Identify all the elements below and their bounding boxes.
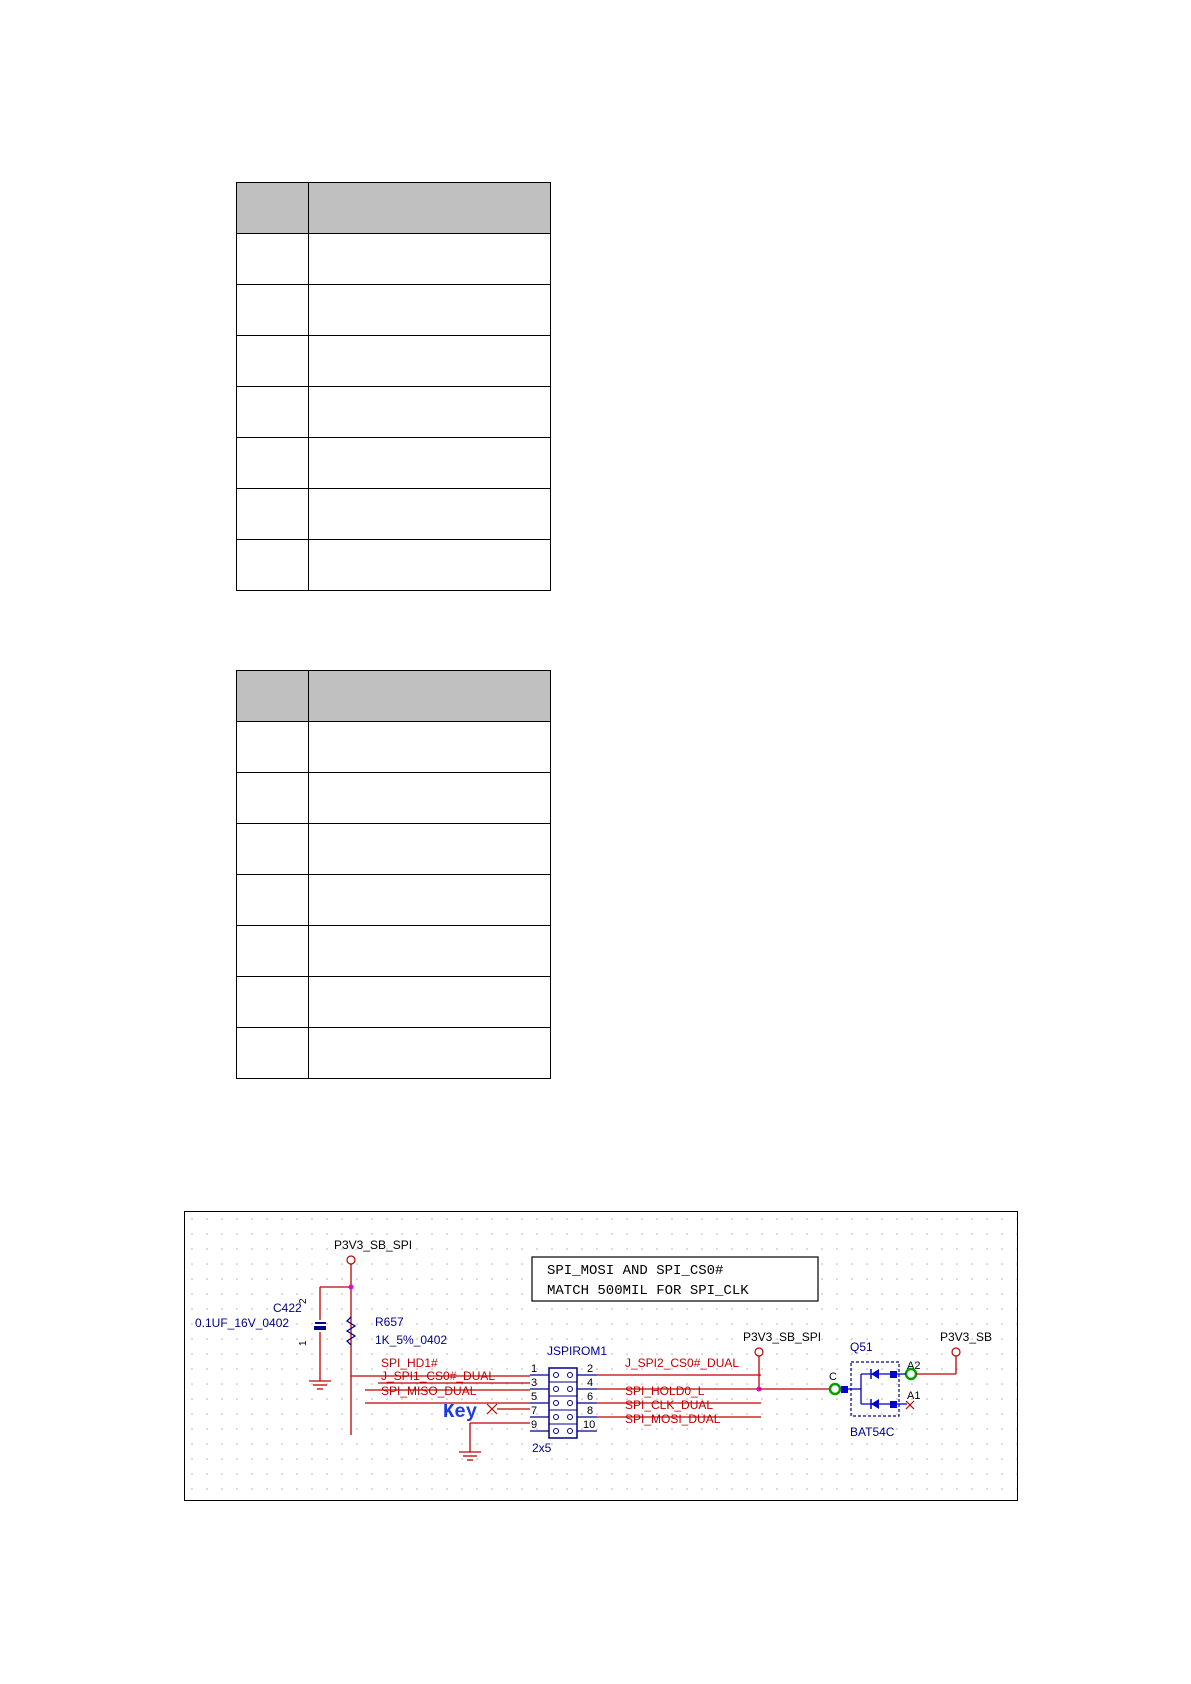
table-cell [309,336,551,387]
table-row [237,1028,551,1079]
table-cell [309,438,551,489]
table-row [237,387,551,438]
table-row [237,977,551,1028]
pin-number: 4 [587,1377,594,1389]
junction-dot [349,1285,354,1290]
table-cell [309,926,551,977]
table-cell [237,722,309,773]
power-label-right: P3V3_SB [940,1330,993,1344]
pin-number: 6 [587,1391,594,1403]
table-cell [237,1028,309,1079]
net-label-left: SPI_HD1# [381,1356,438,1370]
header-cell [237,183,309,234]
cap-pin-2: 2 [298,1298,309,1304]
spi-rom-schematic [184,1211,1018,1501]
table-cell [309,875,551,926]
table-cell [237,540,309,591]
pin-number: 3 [531,1377,538,1389]
conn-type: 2x5 [532,1441,552,1455]
table-row [237,234,551,285]
table-cell [237,285,309,336]
net-label-left: J_SPI1_CS0#_DUAL [381,1369,496,1383]
table-cell [309,722,551,773]
note-line-2: MATCH 500MIL FOR SPI_CLK [547,1283,749,1299]
table-cell [237,875,309,926]
table-cell [309,234,551,285]
table-row [237,875,551,926]
table-row [237,722,551,773]
table-cell [237,438,309,489]
table-cell [237,926,309,977]
table-cell [309,824,551,875]
power-label-left: P3V3_SB_SPI [334,1238,413,1252]
res-ref: R657 [375,1315,404,1329]
cap-pin-1: 1 [298,1340,309,1346]
table-header-row [237,671,551,722]
cap-ref: C422 [273,1301,302,1315]
pin-number: 10 [583,1419,596,1431]
net-label-right: SPI_CLK_DUAL [625,1398,714,1412]
net-label-right: SPI_MOSI_DUAL [625,1412,721,1426]
match-note [532,1257,818,1301]
pin-number: 8 [587,1405,594,1417]
pin-table-1 [236,182,551,591]
pin-number: 9 [531,1419,538,1431]
key-label: Key [443,1401,478,1423]
table-cell [309,387,551,438]
table-cell [309,540,551,591]
net-label-right: J_SPI2_CS0#_DUAL [625,1356,740,1370]
cap-value: 0.1UF_16V_0402 [195,1316,290,1330]
pin-a2-label: A2 [907,1360,921,1372]
table-row [237,773,551,824]
pin-number: 5 [531,1391,538,1403]
table-cell [237,977,309,1028]
net-label-left: SPI_MISO_DUAL [381,1384,477,1398]
power-label-mid: P3V3_SB_SPI [743,1330,822,1344]
header-cell [309,183,551,234]
table-row [237,824,551,875]
table-cell [309,489,551,540]
header-cell [309,671,551,722]
table-header-row [237,183,551,234]
table-cell [237,336,309,387]
res-value: 1K_5%_0402 [375,1333,448,1347]
table-cell [237,824,309,875]
pin-table-2 [236,670,551,1079]
table-cell [237,234,309,285]
table-row [237,926,551,977]
note-line-1: SPI_MOSI AND SPI_CS0# [547,1263,724,1279]
pin-number: 2 [587,1363,594,1375]
table-cell [237,387,309,438]
table-cell [237,773,309,824]
diode-part: BAT54C [850,1425,895,1439]
table-cell [309,285,551,336]
pin-c-label: C [829,1371,837,1383]
header-cell [237,671,309,722]
pin-a1-label: A1 [907,1390,921,1402]
pin-number: 7 [531,1405,538,1417]
conn-ref: JSPIROM1 [547,1344,608,1358]
diode-ref: Q51 [850,1340,873,1354]
pin-number: 1 [531,1363,538,1375]
table-cell [309,977,551,1028]
table-row [237,438,551,489]
table-cell [309,773,551,824]
table-cell [237,489,309,540]
table-cell [309,1028,551,1079]
net-label-right: SPI_HOLD0_L [625,1384,705,1398]
table-row [237,285,551,336]
table-row [237,336,551,387]
table-row [237,489,551,540]
table-row [237,540,551,591]
